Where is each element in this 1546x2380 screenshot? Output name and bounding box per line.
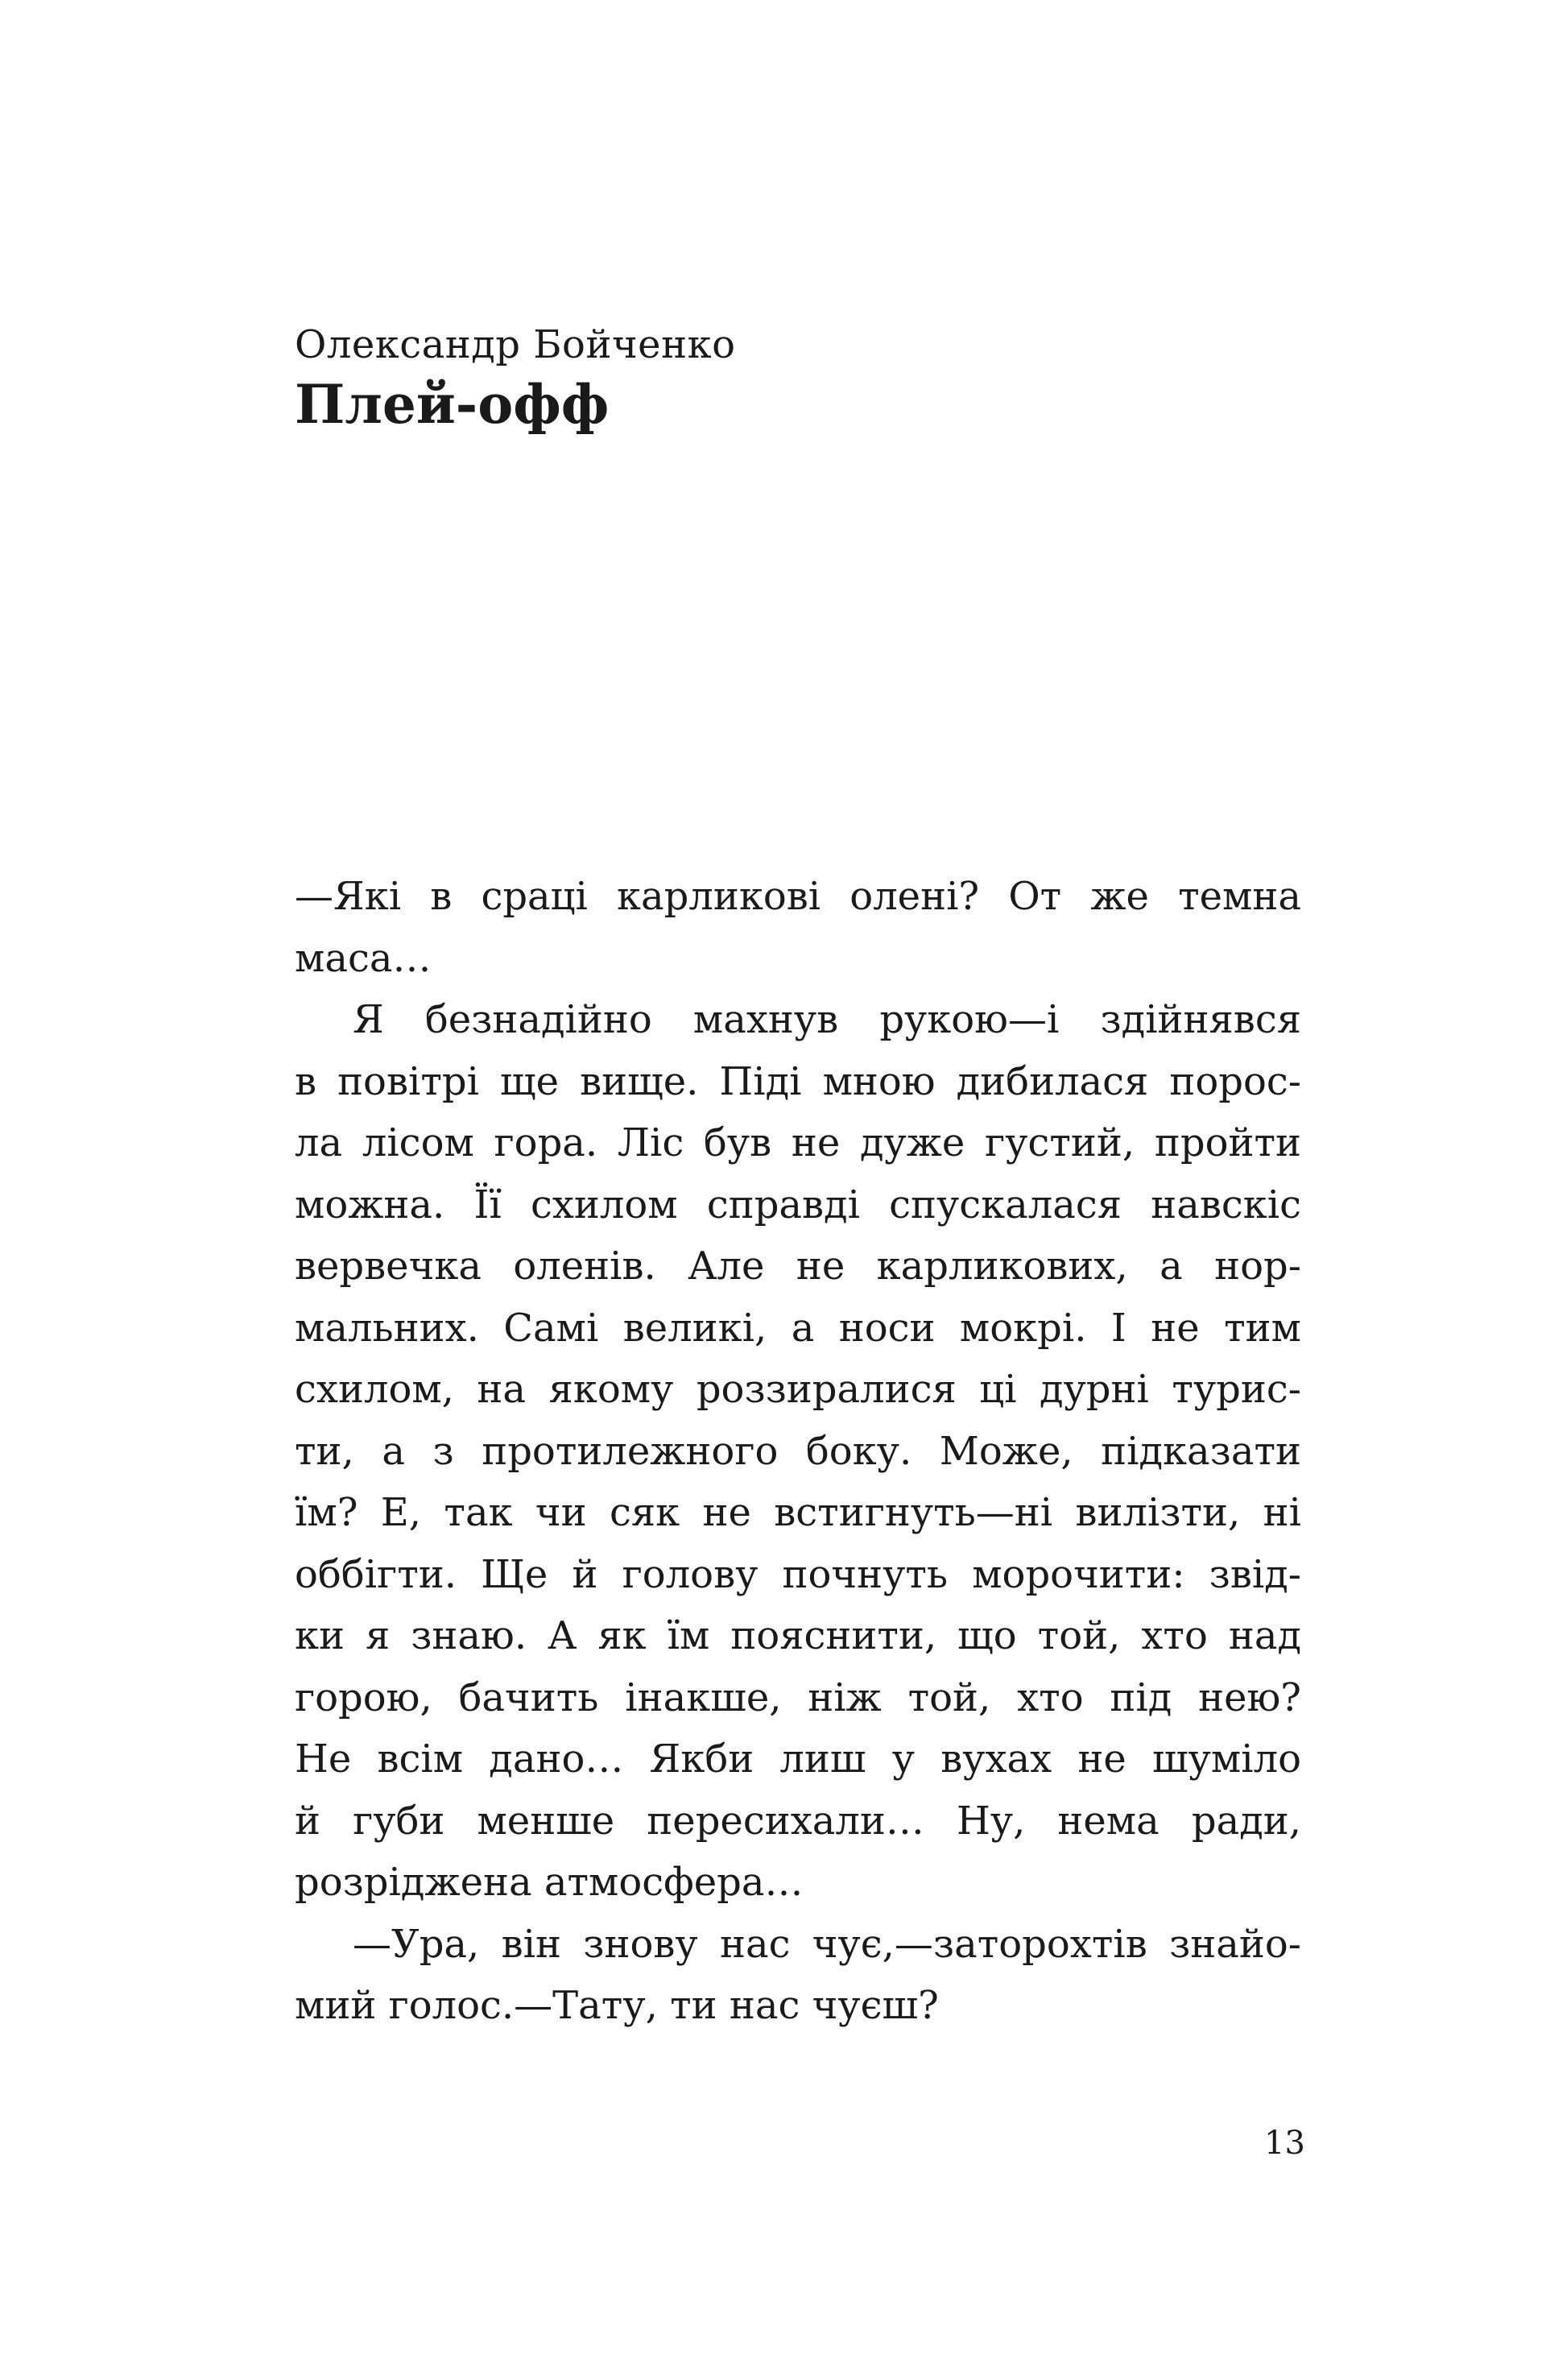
text-line: й губи менше пересихали… Ну, нема ради,	[295, 1798, 1301, 1844]
text-line: оббігти. Ще й голову почнуть морочити: звід-	[295, 1551, 1301, 1597]
text-line: мальних. Самі великі, а носи мокрі. І не тим	[295, 1305, 1301, 1351]
story-title: Плей-офф	[295, 373, 610, 436]
text-line: вервечка оленів. Але не карликових, а нор-	[295, 1244, 1301, 1289]
text-line: —Які в сраці карликові олені? От же темна	[295, 874, 1301, 919]
text-line: ла лісом гора. Ліс був не дуже густий, пройти	[295, 1120, 1301, 1165]
text-line: розріджена атмосфера…	[295, 1860, 804, 1905]
text-line: маса…	[295, 935, 432, 981]
page-number: 13	[1264, 2125, 1305, 2162]
text-line: можна. Її схилом справді спускалася навскіс	[295, 1182, 1301, 1227]
text-line: мий голос.—Тату, ти нас чуєш?	[295, 1983, 939, 2028]
text-line: Я безнадійно махнув рукою—і здійнявся	[353, 997, 1301, 1042]
text-line: ки я знаю. А як їм пояснити, що той, хто над	[295, 1613, 1301, 1658]
body-text	[295, 866, 1301, 2037]
text-line: їм? Е, так чи сяк не встигнуть—ні вилізти, ні	[295, 1490, 1301, 1535]
text-line: горою, бачить інакше, ніж той, хто під нею?	[295, 1674, 1301, 1720]
author-name: Олександр Бойченко	[295, 322, 736, 367]
text-line: схилом, на якому роззиралися ці дурні турис-	[295, 1367, 1301, 1412]
text-line: в повітрі ще вище. Піді мною дибилася порос-	[295, 1058, 1301, 1104]
text-line: —Ура, він знову нас чує,—заторохтів знайо-	[353, 1921, 1301, 1967]
text-line: Не всім дано… Якби лиш у вухах не шуміло	[295, 1736, 1301, 1782]
text-line: ти, а з протилежного боку. Може, підказати	[295, 1428, 1301, 1474]
